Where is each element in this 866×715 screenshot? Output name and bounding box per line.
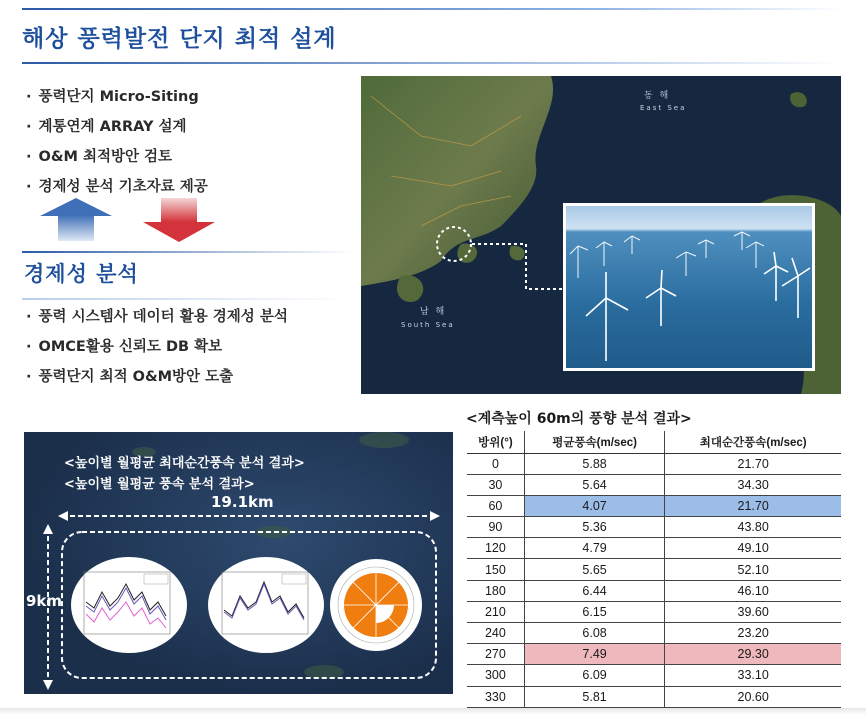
section-divider: [22, 298, 352, 300]
cell-direction: 330: [467, 686, 524, 707]
table-row: [467, 686, 841, 707]
width-dimension-label: 19.1km: [211, 493, 274, 511]
header-max-gust: 최대순간풍속(m/sec): [665, 431, 841, 453]
page-title: 해상 풍력발전 단지 최적 설계: [22, 26, 337, 52]
cell-direction: 90: [467, 517, 524, 538]
table-row: [467, 495, 841, 516]
table-row: [467, 580, 841, 601]
map-label-east-sea: 동 해: [644, 91, 671, 101]
design-bullet: · 경제성 분석 기초자료 제공: [26, 174, 208, 204]
wind-turbine-icons: [566, 206, 812, 368]
table-row: [467, 474, 841, 495]
cell-mean-speed: 5.81: [524, 686, 665, 707]
wind-analysis-panel: [24, 432, 453, 694]
design-bullet: · 계통연계 ARRAY 설계: [26, 114, 208, 144]
cell-mean-speed: 7.49: [524, 644, 665, 665]
section-divider: [22, 251, 352, 253]
cell-direction: 30: [467, 474, 524, 495]
label-max-gust-analysis: <높이별 월평균 최대순간풍속 분석 결과>: [64, 456, 305, 471]
table-row: [467, 665, 841, 686]
table-row: [467, 538, 841, 559]
bottom-shadow: [0, 708, 866, 715]
design-bullet: · O&M 최적방안 검토: [26, 144, 208, 174]
cell-mean-speed: 6.15: [524, 601, 665, 622]
table-row: [467, 517, 841, 538]
cell-max-gust: 49.10: [665, 538, 841, 559]
economics-bullet: · 풍력 시스템사 데이터 활용 경제성 분석: [26, 304, 288, 334]
analysis-graphic: [24, 432, 453, 694]
table-title: <계측높이 60m의 풍향 분석 결과>: [466, 411, 692, 427]
cell-mean-speed: 5.64: [524, 474, 665, 495]
cell-mean-speed: 4.79: [524, 538, 665, 559]
label-mean-speed-analysis: <높이별 월평균 풍속 분석 결과>: [64, 477, 255, 492]
cell-max-gust: 21.70: [665, 453, 841, 474]
cell-mean-speed: 5.88: [524, 453, 665, 474]
cell-direction: 210: [467, 601, 524, 622]
cell-max-gust: 43.80: [665, 517, 841, 538]
table-row: [467, 601, 841, 622]
arrow-down-icon: [143, 222, 215, 242]
cell-max-gust: 20.60: [665, 686, 841, 707]
table-row: [467, 623, 841, 644]
cell-mean-speed: 6.09: [524, 665, 665, 686]
wind-direction-table: [467, 431, 841, 708]
economics-title: 경제성 분석: [24, 262, 139, 286]
economics-bullet-list: [26, 304, 288, 394]
cell-mean-speed: 6.08: [524, 623, 665, 644]
cell-max-gust: 21.70: [665, 495, 841, 516]
cell-direction: 240: [467, 623, 524, 644]
title-divider: [22, 62, 842, 64]
map-label-south-sea-en: South Sea: [401, 321, 455, 329]
cell-mean-speed: 4.07: [524, 495, 665, 516]
top-divider: [22, 8, 842, 10]
cell-max-gust: 39.60: [665, 601, 841, 622]
cell-direction: 60: [467, 495, 524, 516]
economics-bullet: · 풍력단지 최적 O&M방안 도출: [26, 364, 288, 394]
cell-max-gust: 46.10: [665, 580, 841, 601]
cell-mean-speed: 5.65: [524, 559, 665, 580]
header-direction: 방위(°): [467, 431, 524, 453]
cell-max-gust: 33.10: [665, 665, 841, 686]
table-row: [467, 453, 841, 474]
map-label-south-sea: 남 해: [420, 307, 447, 317]
cell-max-gust: 52.10: [665, 559, 841, 580]
cell-direction: 150: [467, 559, 524, 580]
header-mean-speed: 평균풍속(m/sec): [524, 431, 665, 453]
cell-direction: 0: [467, 453, 524, 474]
wind-farm-photo: [563, 203, 815, 371]
cell-max-gust: 29.30: [665, 644, 841, 665]
cell-direction: 300: [467, 665, 524, 686]
cell-direction: 120: [467, 538, 524, 559]
cell-max-gust: 23.20: [665, 623, 841, 644]
arrow-down-icon-shaft: [161, 198, 197, 222]
cell-mean-speed: 5.36: [524, 517, 665, 538]
cell-max-gust: 34.30: [665, 474, 841, 495]
design-bullet: · 풍력단지 Micro-Siting: [26, 84, 208, 114]
height-dimension-label: 9km: [26, 592, 63, 610]
arrow-up-icon: [40, 198, 112, 216]
arrow-up-icon-shaft: [58, 215, 94, 241]
table-row: [467, 644, 841, 665]
cell-direction: 270: [467, 644, 524, 665]
table-row: [467, 559, 841, 580]
design-bullet-list: [26, 84, 208, 204]
cell-direction: 180: [467, 580, 524, 601]
economics-bullet: · OMCE활용 신뢰도 DB 확보: [26, 334, 288, 364]
table-header-row: [467, 431, 841, 453]
map-label-east-sea-en: East Sea: [640, 104, 687, 112]
cell-mean-speed: 6.44: [524, 580, 665, 601]
